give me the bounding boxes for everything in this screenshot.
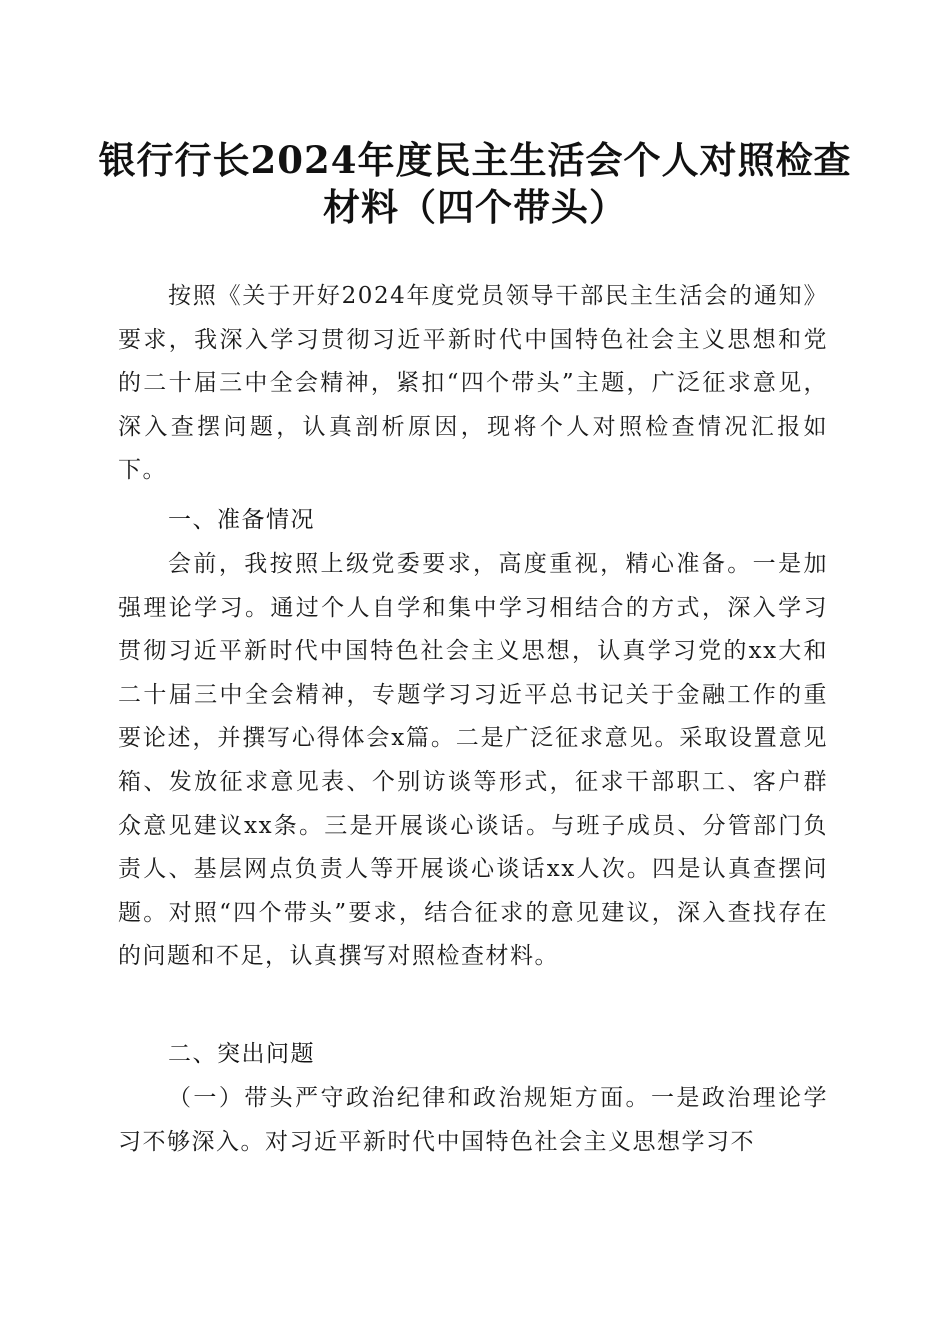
preparation-paragraph: 会前，我按照上级党委要求，高度重视，精心准备。一是加强理论学习。通过个人自学和集中学习相结合的方式，深入学习贯彻习近平新时代中国特色社会主义思想，认真学习党的xx大和二十届三中全会精神，专题学习习近平总书记关于金融工作的重要论述，并撰写心得体会x篇。二是广泛征求意见。采取设置意见箱、发放征求意见表、个别访谈等形式，征求干部职工、客户群众意见建议xx条。三是开展谈心谈话。与班子成员、分管部门负责人、基层网点负责人等开展谈心谈话xx人次。四是认真查摆问题。对照“四个带头”要求，结合征求的意见建议，深入查找存在的问题和不足，认真撰写对照检查材料。 [118,551,828,970]
section-heading-preparation: 一、准备情况 [168,507,315,533]
subsection-label: （一）带头严守政治纪律和政治规矩方面。 [168,1085,651,1111]
section-heading-problems: 二、突出问题 [168,1041,315,1067]
document-title-line-1: 银行行长2024年度民主生活会个人对照检查 [98,138,852,182]
intro-paragraph: 按照《关于开好2024年度党员领导干部民主生活会的通知》要求，我深入学习贯彻习近平新时代中国特色社会主义思想和党的二十届三中全会精神，紧扣“四个带头”主题，广泛征求意见，深入查摆问题，认真剖析原因，现将个人对照检查情况汇报如下。 [118,283,828,484]
document-title-line-2: 材料（四个带头） [323,185,627,229]
subsection-text: 一是政治理论学习不够深入。对习近平新时代中国特色社会主义思想学习不 [118,1085,829,1155]
problems-subsection-paragraph [118,1077,828,1164]
